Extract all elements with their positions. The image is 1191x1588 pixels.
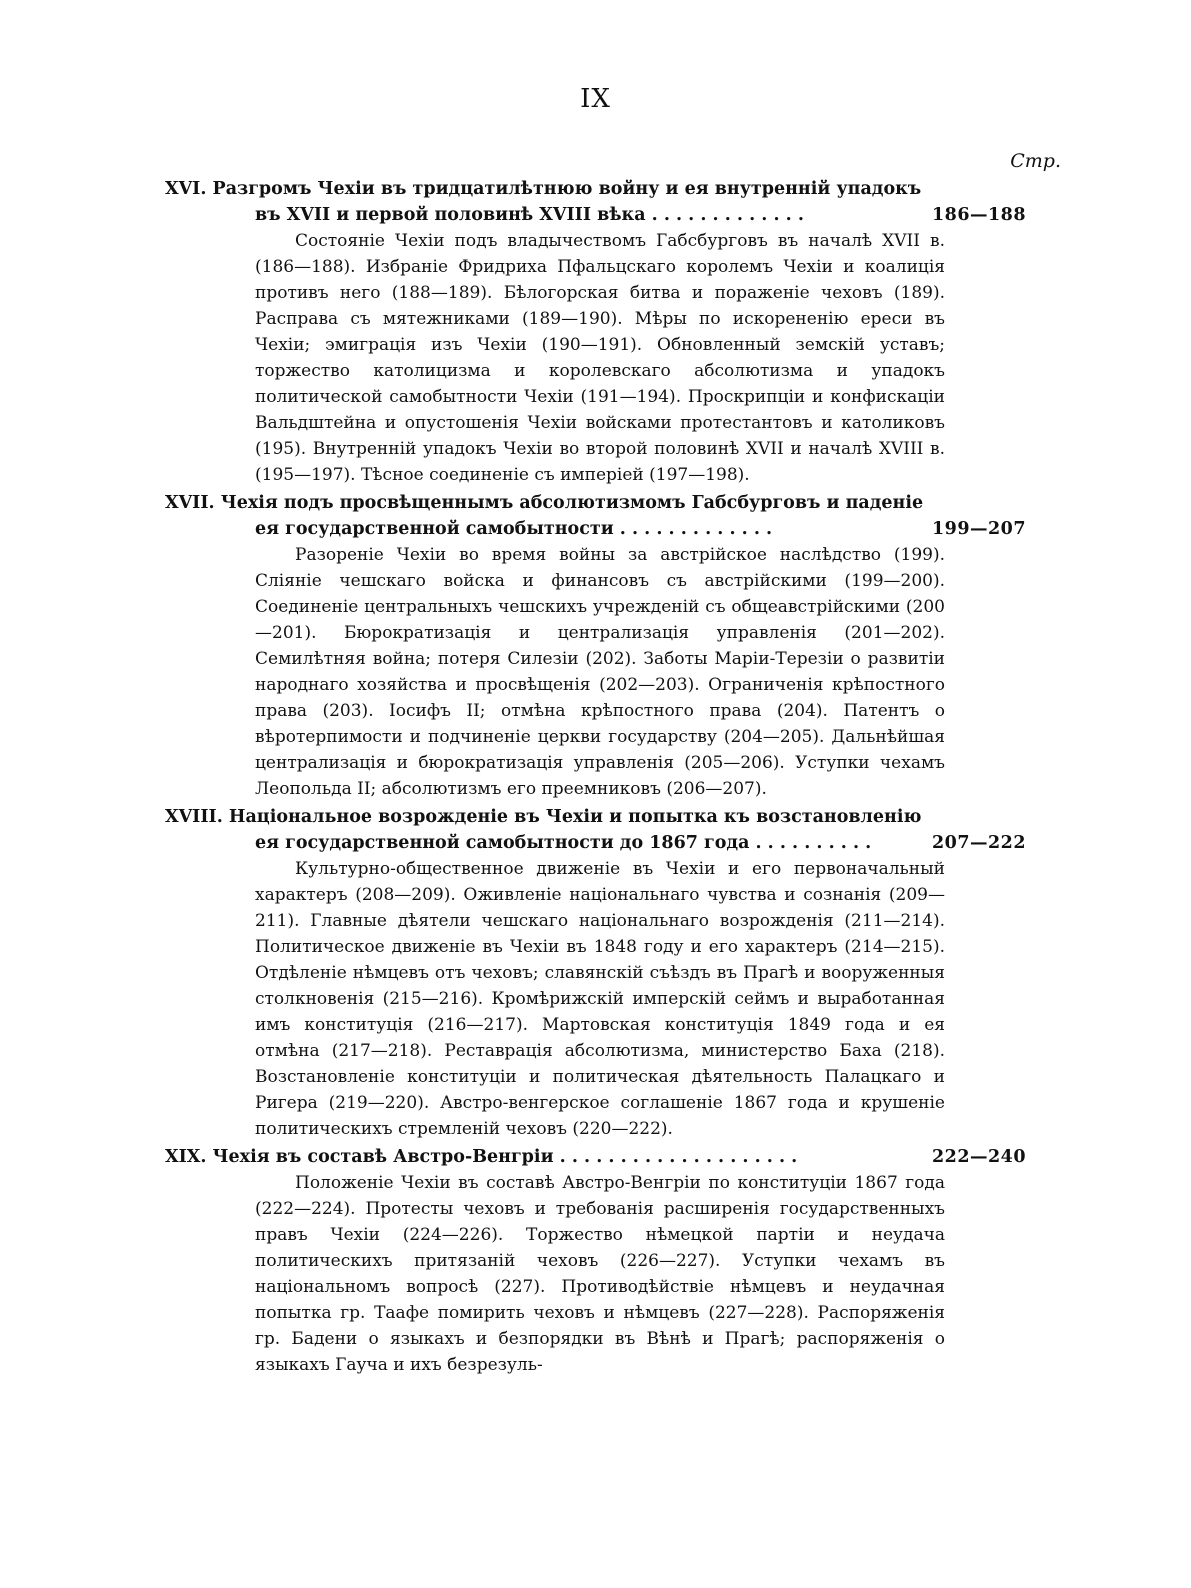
toc-entry-xviii <box>165 804 1060 1142</box>
page-number: IX <box>580 84 611 114</box>
entry-title <box>165 1144 1060 1170</box>
toc-entry-xix <box>165 1144 1060 1378</box>
page-range: 199—207 <box>931 519 1027 539</box>
chapter-number: XIX. <box>165 1147 207 1167</box>
chapter-number: XVIII. <box>165 807 223 827</box>
page-range: 207—222 <box>931 833 1027 853</box>
chapter-title: Чехія въ составѣ Австро-Венгріи . . . . . . . . . . . . . . . . . . . . <box>212 1147 798 1167</box>
page-range: 186—188 <box>931 205 1027 225</box>
entry-title <box>165 176 1060 228</box>
entry-title <box>165 490 1060 542</box>
chapter-summary: Положеніе Чехіи въ составѣ Австро-Венгріи по конституціи 1867 года (222—224). Протесты чеховъ и требованія расширенія государственныхъ правъ Чехіи (224—226). Торжество нѣмецкой партіи и неудача политическихъ притязаній чеховъ (226—227). Уступки чехамъ въ національномъ вопросѣ (227). Противодѣйствіе нѣмцевъ и неудачная попытка гр. Таафе помирить чеховъ и нѣмцевъ (227—228). Распоряженія гр. Бадени о языкахъ и безпорядки въ Вѣнѣ и Прагѣ; распоряженія о языкахъ Гауча и ихъ безрезуль- <box>255 1173 945 1375</box>
chapter-number: XVII. <box>165 493 215 513</box>
chapter-number: XVI. <box>165 179 207 199</box>
table-of-contents <box>165 176 1060 1380</box>
chapter-summary: Культурно-общественное движеніе въ Чехіи и его первоначальный характеръ (208—209). Оживленіе національнаго чувства и сознанія (209—211). Главные дѣятели чешскаго національнаго возрожденія (211—214). Политическое движеніе въ Чехіи въ 1848 году и его характеръ (214—215). Отдѣленіе нѣмцевъ отъ чеховъ; славянскій съѣздъ въ Прагѣ и вооруженныя столкновенія (215—216). Кромѣрижскій имперскій сеймъ и выработанная имъ конституція (216—217). Мартовская конституція 1849 года и ея отмѣна (217—218). Реставрація абсолютизма, министерство Баха (218). Возстановленіе конституціи и политическая дѣятельность Палацкаго и Ригера (219—220). Австро-венгерское соглашеніе 1867 года и крушеніе политическихъ стремленій чеховъ (220—222). <box>255 859 945 1139</box>
pages-column-header: Стр. <box>1010 150 1061 172</box>
chapter-title: Національное возрожденіе въ Чехіи и попытка къ возстановленію ея государственной самобытности до 1867 года . . . . . . . . . . <box>228 807 922 853</box>
chapter-summary: Разореніе Чехіи во время войны за австрійское наслѣдство (199). Сліяніе чешскаго войска и финансовъ съ австрійскими (199—200). Соединеніе центральныхъ чешскихъ учрежденій съ общеавстрійскими (200—201). Бюрократизація и централизація управленія (201—202). Семилѣтняя война; потеря Силезіи (202). Заботы Маріи-Терезіи о развитіи народнаго хозяйства и просвѣщенія (202—203). Ограниченія крѣпостного права (203). Іосифъ II; отмѣна крѣпостного права (204). Патентъ о вѣротерпимости и подчиненіе церкви государству (204—205). Дальнѣйшая централизація и бюрократизація управленія (205—206). Уступки чехамъ Леопольда II; абсолютизмъ его преемниковъ (206—207). <box>255 545 945 799</box>
chapter-summary: Состояніе Чехіи подъ владычествомъ Габсбурговъ въ началѣ XVII в. (186—188). Избраніе Фридриха Пфальцскаго королемъ Чехіи и коалиція противъ него (188—189). Бѣлогорская битва и пораженіе чеховъ (189). Расправа съ мятежниками (189—190). Мѣры по искорененію ереси въ Чехіи; эмиграція изъ Чехіи (190—191). Обновленный земскій уставъ; торжество католицизма и королевскаго абсолютизма и упадокъ политической самобытности Чехіи (191—194). Проскрипціи и конфискаціи Вальдштейна и опустошенія Чехіи войсками протестантовъ и католиковъ (195). Внутренній упадокъ Чехіи во второй половинѣ XVII и началѣ XVIII в. (195—197). Тѣсное соединеніе съ имперіей (197—198). <box>255 231 945 485</box>
chapter-title: Разгромъ Чехіи въ тридцатилѣтнюю войну и ея внутренній упадокъ въ XVII и первой половинѣ XVIII вѣка . . . . . . . . . . . . . <box>212 179 922 225</box>
toc-entry-xvii <box>165 490 1060 802</box>
entry-title <box>165 804 1060 856</box>
chapter-title: Чехія подъ просвѣщеннымъ абсолютизмомъ Габсбурговъ и паденіе ея государственной самобытности . . . . . . . . . . . . . <box>220 493 924 539</box>
page-range: 222—240 <box>931 1147 1027 1167</box>
toc-entry-xvi <box>165 176 1060 488</box>
